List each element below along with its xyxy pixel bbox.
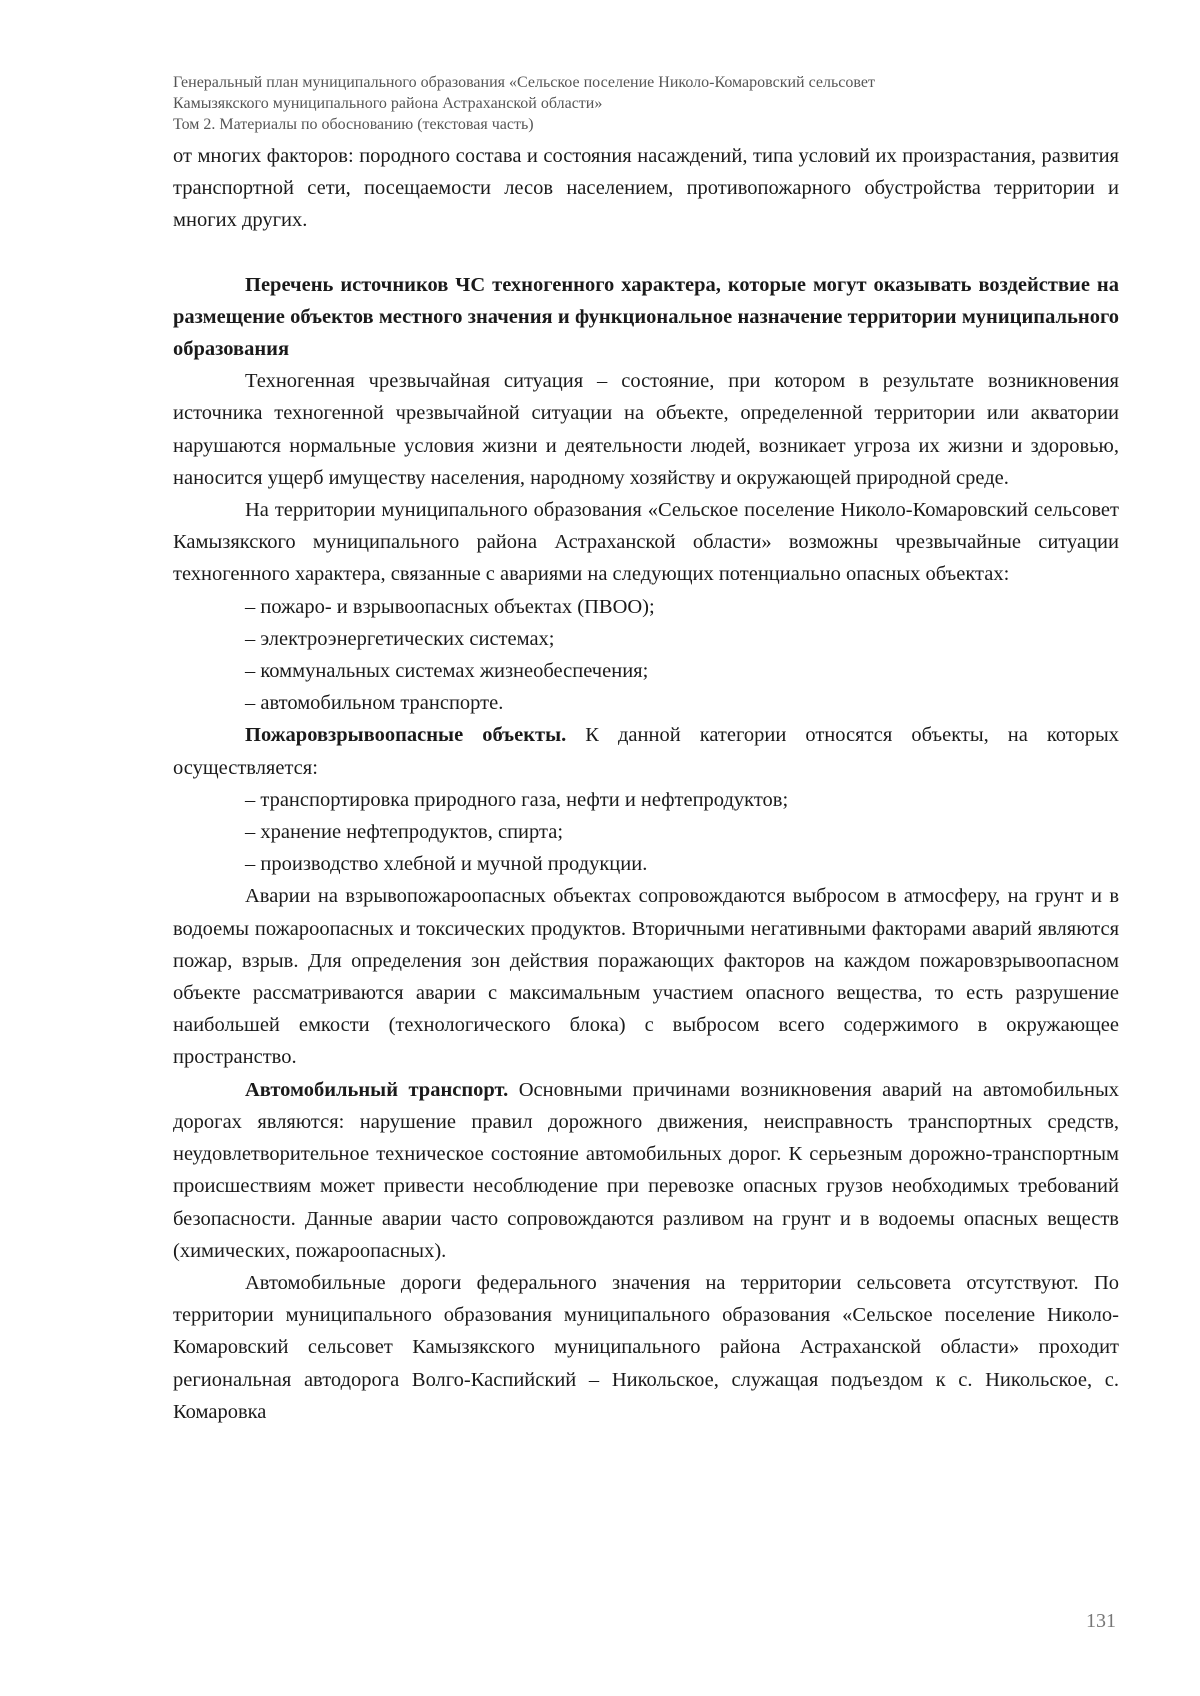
list-item: – автомобильном транспорте.: [245, 692, 504, 715]
list-item: – хранение нефтепродуктов, спирта;: [245, 821, 564, 844]
paragraph-fire-explosive: [173, 719, 1119, 783]
paragraph-definition: Техногенная чрезвычайная ситуация – состояние, при котором в результате возникновения источника техногенной чрезвычайной ситуации на объекте, определенной территории или акватории нарушаются нормальные условия жизни и деятельности людей, возникает угроза их жизни и здоровью, наносится ущерб имуществу населения, народному хозяйству и окружающей природной среде.: [173, 370, 1119, 489]
intro-paragraph: от многих факторов: породного состава и состояния насаждений, типа условий их произрастания, развития транспортной сети, посещаемости лесов населением, противопожарного обустройства территории и многих других.: [173, 145, 1119, 232]
list-item: – производство хлебной и мучной продукции.: [245, 853, 648, 876]
paragraph-text: К данной категории относятся объекты, на которых осуществляется:: [173, 724, 1119, 779]
paragraph-lead-bold: Автомобильный транспорт.: [245, 1078, 509, 1101]
page-number: 131: [1086, 1610, 1116, 1632]
list-item: – пожаро- и взрывоопасных объектах (ПВОО);: [245, 595, 655, 618]
list-item: – транспортировка природного газа, нефти и нефтепродуктов;: [245, 788, 789, 811]
list-item: – коммунальных системах жизнеобеспечения;: [245, 660, 649, 683]
header-line-1: Генеральный план муниципального образования «Сельское поселение Николо-Комаровский сельсовет: [173, 74, 875, 91]
paragraph-accidents: Аварии на взрывопожароопасных объектах сопровождаются выбросом в атмосферу, на грунт и в водоемы пожароопасных и токсических продуктов. Вторичными негативными факторами аварий являются пожар, взрыв. Для определения зон действия поражающих факторов на каждом пожаровзрывоопасном объекте рассматриваются аварии с максимальным участием опасного вещества, то есть разрушение наибольшей емкости (технологического блока) с выбросом всего содержимого в окружающее пространство.: [173, 885, 1119, 1069]
paragraph-road-transport: [173, 1074, 1119, 1267]
document-body: [173, 140, 1119, 1428]
paragraph-territory: На территории муниципального образования «Сельское поселение Николо-Комаровский сельсовет Камызякского муниципального района Астраханской области» возможны чрезвычайные ситуации техногенного характера, связанные с авариями на следующих потенциально опасных объектах:: [173, 499, 1119, 586]
header-line-2: Камызякского муниципального района Астраханской области»: [173, 95, 603, 112]
header-line-3: Том 2. Материалы по обоснованию (текстовая часть): [173, 116, 534, 133]
paragraph-text: Основными причинами возникновения аварий на автомобильных дорогах являются: нарушение правил дорожного движения, неисправность транспортных средств, неудовлетворительное техническое состояние автомобильных дорог. К серьезным дорожно-транспортным происшествиям может привести несоблюдение при перевозке опасных грузов необходимых требований безопасности. Данные аварии часто сопровождаются разливом на грунт и в водоемы опасных веществ (химических, пожароопасных).: [173, 1078, 1119, 1262]
list-item: – электроэнергетических системах;: [245, 627, 555, 650]
paragraph-roads: Автомобильные дороги федерального значения на территории сельсовета отсутствуют. По территории муниципального образования муниципального образования «Сельское поселение Николо-Комаровский сельсовет Камызякского муниципального района Астраханской области» проходит региональная автодорога Волго-Каспийский – Никольское, служащая подъездом к с. Никольское, с. Комаровка: [173, 1271, 1119, 1423]
section-heading: Перечень источников ЧС техногенного характера, которые могут оказывать воздействие на размещение объектов местного значения и функциональное назначение территории муниципального образования: [173, 273, 1119, 361]
paragraph-lead-bold: Пожаровзрывоопасные объекты.: [245, 724, 567, 747]
running-header: [173, 72, 1119, 135]
